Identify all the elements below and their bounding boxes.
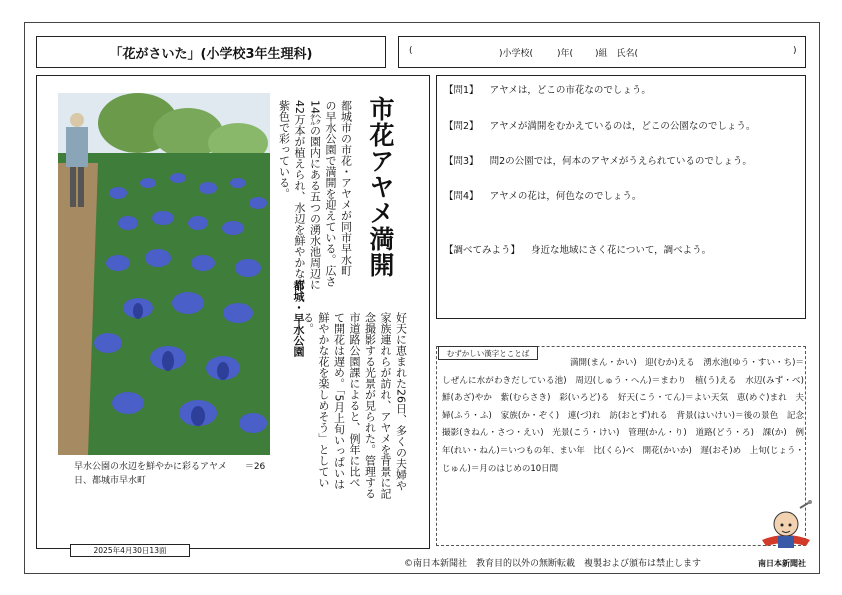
lead-line: 14㌶の園内にある五つの湧水池周辺に (308, 100, 322, 290)
question-label: 【問3】 (444, 156, 479, 167)
vocabulary-text: 満開(まん・かい) 迎(むか)える 湧水池(ゆう・すい・ち)＝しぜんに水がわきだしている池) 周辺(しゅう・へん)＝まわり 植(う)える 水辺(みず・べ) 鮮(あざ)やか 紫(むらさき) 彩(いろど)る 好天(こう・てん)＝よい天気 恵(めぐ)まれ 夫婦(ふう・ふ) 家族(か・ぞく) 連(づ)れ 訪(おとず)れる 背景(はいけい)＝後の景色 記念撮影(きねん・さつ・えい) 光景(こう・けい) 管理(かん・り) 道路(どう・ろ) 課(か) 例年(れい・ねん)＝いつもの年、まい年 比(くら)べ 開花(かいか) 遅(おそ)め 上旬(じょう・じゅん)＝月のはじめの10日間 (442, 358, 813, 474)
lead-line: の早水公園で満開を迎えている。広さ (324, 100, 337, 287)
name-field[interactable] (398, 36, 806, 68)
question-label: 【問2】 (444, 121, 479, 132)
iris-photo (58, 93, 270, 455)
copyright-notice: ©南日本新聞社 教育目的以外の無断転載 複製および頒布は禁止します (404, 559, 702, 569)
question-label: 【調べてみよう】 (444, 245, 521, 256)
worksheet-title: 「花がさいた」(小学校3年生理科) (36, 36, 386, 68)
publication-date: 2025年4月30日13面 (70, 544, 190, 557)
question-1 (444, 82, 651, 96)
name-field-grade: )年( (557, 49, 574, 59)
question-label: 【問4】 (444, 191, 479, 202)
mascot-illustration (756, 500, 816, 558)
body-line: 家族連れらが訪れ、アヤメを背景に記 (379, 312, 392, 499)
article-headline: 市花アヤメ満開 (366, 96, 395, 278)
lead-line: 都城市の市花・アヤメが同市早水町 (339, 100, 353, 276)
question-text: 問2の公園では，何本のアヤメがうえられているのでしょう。 (489, 156, 752, 167)
article-lead (276, 100, 354, 290)
body-line: 好天に恵まれた26日、多くの夫婦や (394, 312, 408, 491)
question-3 (444, 153, 752, 167)
publisher-logo: 南日本新聞社 (758, 559, 806, 568)
name-field-class: )組 氏名( (595, 49, 639, 59)
body-line: て開花は遅め。「5月上旬いっぱいは (332, 312, 346, 490)
question-text: アヤメは，どこの市花なのでしょう。 (489, 85, 651, 96)
body-line: 鮮やかな花を楽しめそう」としてい (317, 312, 330, 488)
research-task (444, 242, 711, 256)
lead-line: 紫色で彩っている。 (277, 100, 291, 199)
lead-line: 42万本が植えられ、水辺を鮮やかな青 (293, 100, 306, 290)
photo-caption: 早水公園の水辺を鮮やかに彩るアヤメ ＝26日、都城市早水町 (74, 462, 266, 486)
name-field-close: ) (793, 46, 797, 56)
body-line: 念撮影する光景が見られた。管理する (363, 312, 377, 499)
body-line: 市道路公園課によると、例年に比べ (348, 312, 361, 488)
question-text: アヤメの花は，何色なのでしょう。 (489, 191, 642, 202)
article-body (300, 312, 409, 512)
question-label: 【問1】 (444, 85, 479, 96)
body-line: る。 (301, 312, 315, 334)
name-field-school: )小学校( (499, 49, 534, 59)
name-field-open: ( (409, 46, 413, 56)
question-text: アヤメが満開をむかえているのは，どこの公園なのでしょう。 (489, 121, 756, 132)
vocabulary-label: むずかしい漢字とことば (438, 346, 538, 360)
question-text: 身近な地域にさく花について，調べよう。 (531, 245, 712, 256)
question-4 (444, 188, 641, 202)
article-dateline: 都城・早水公園 (292, 280, 305, 357)
question-2 (444, 118, 755, 132)
